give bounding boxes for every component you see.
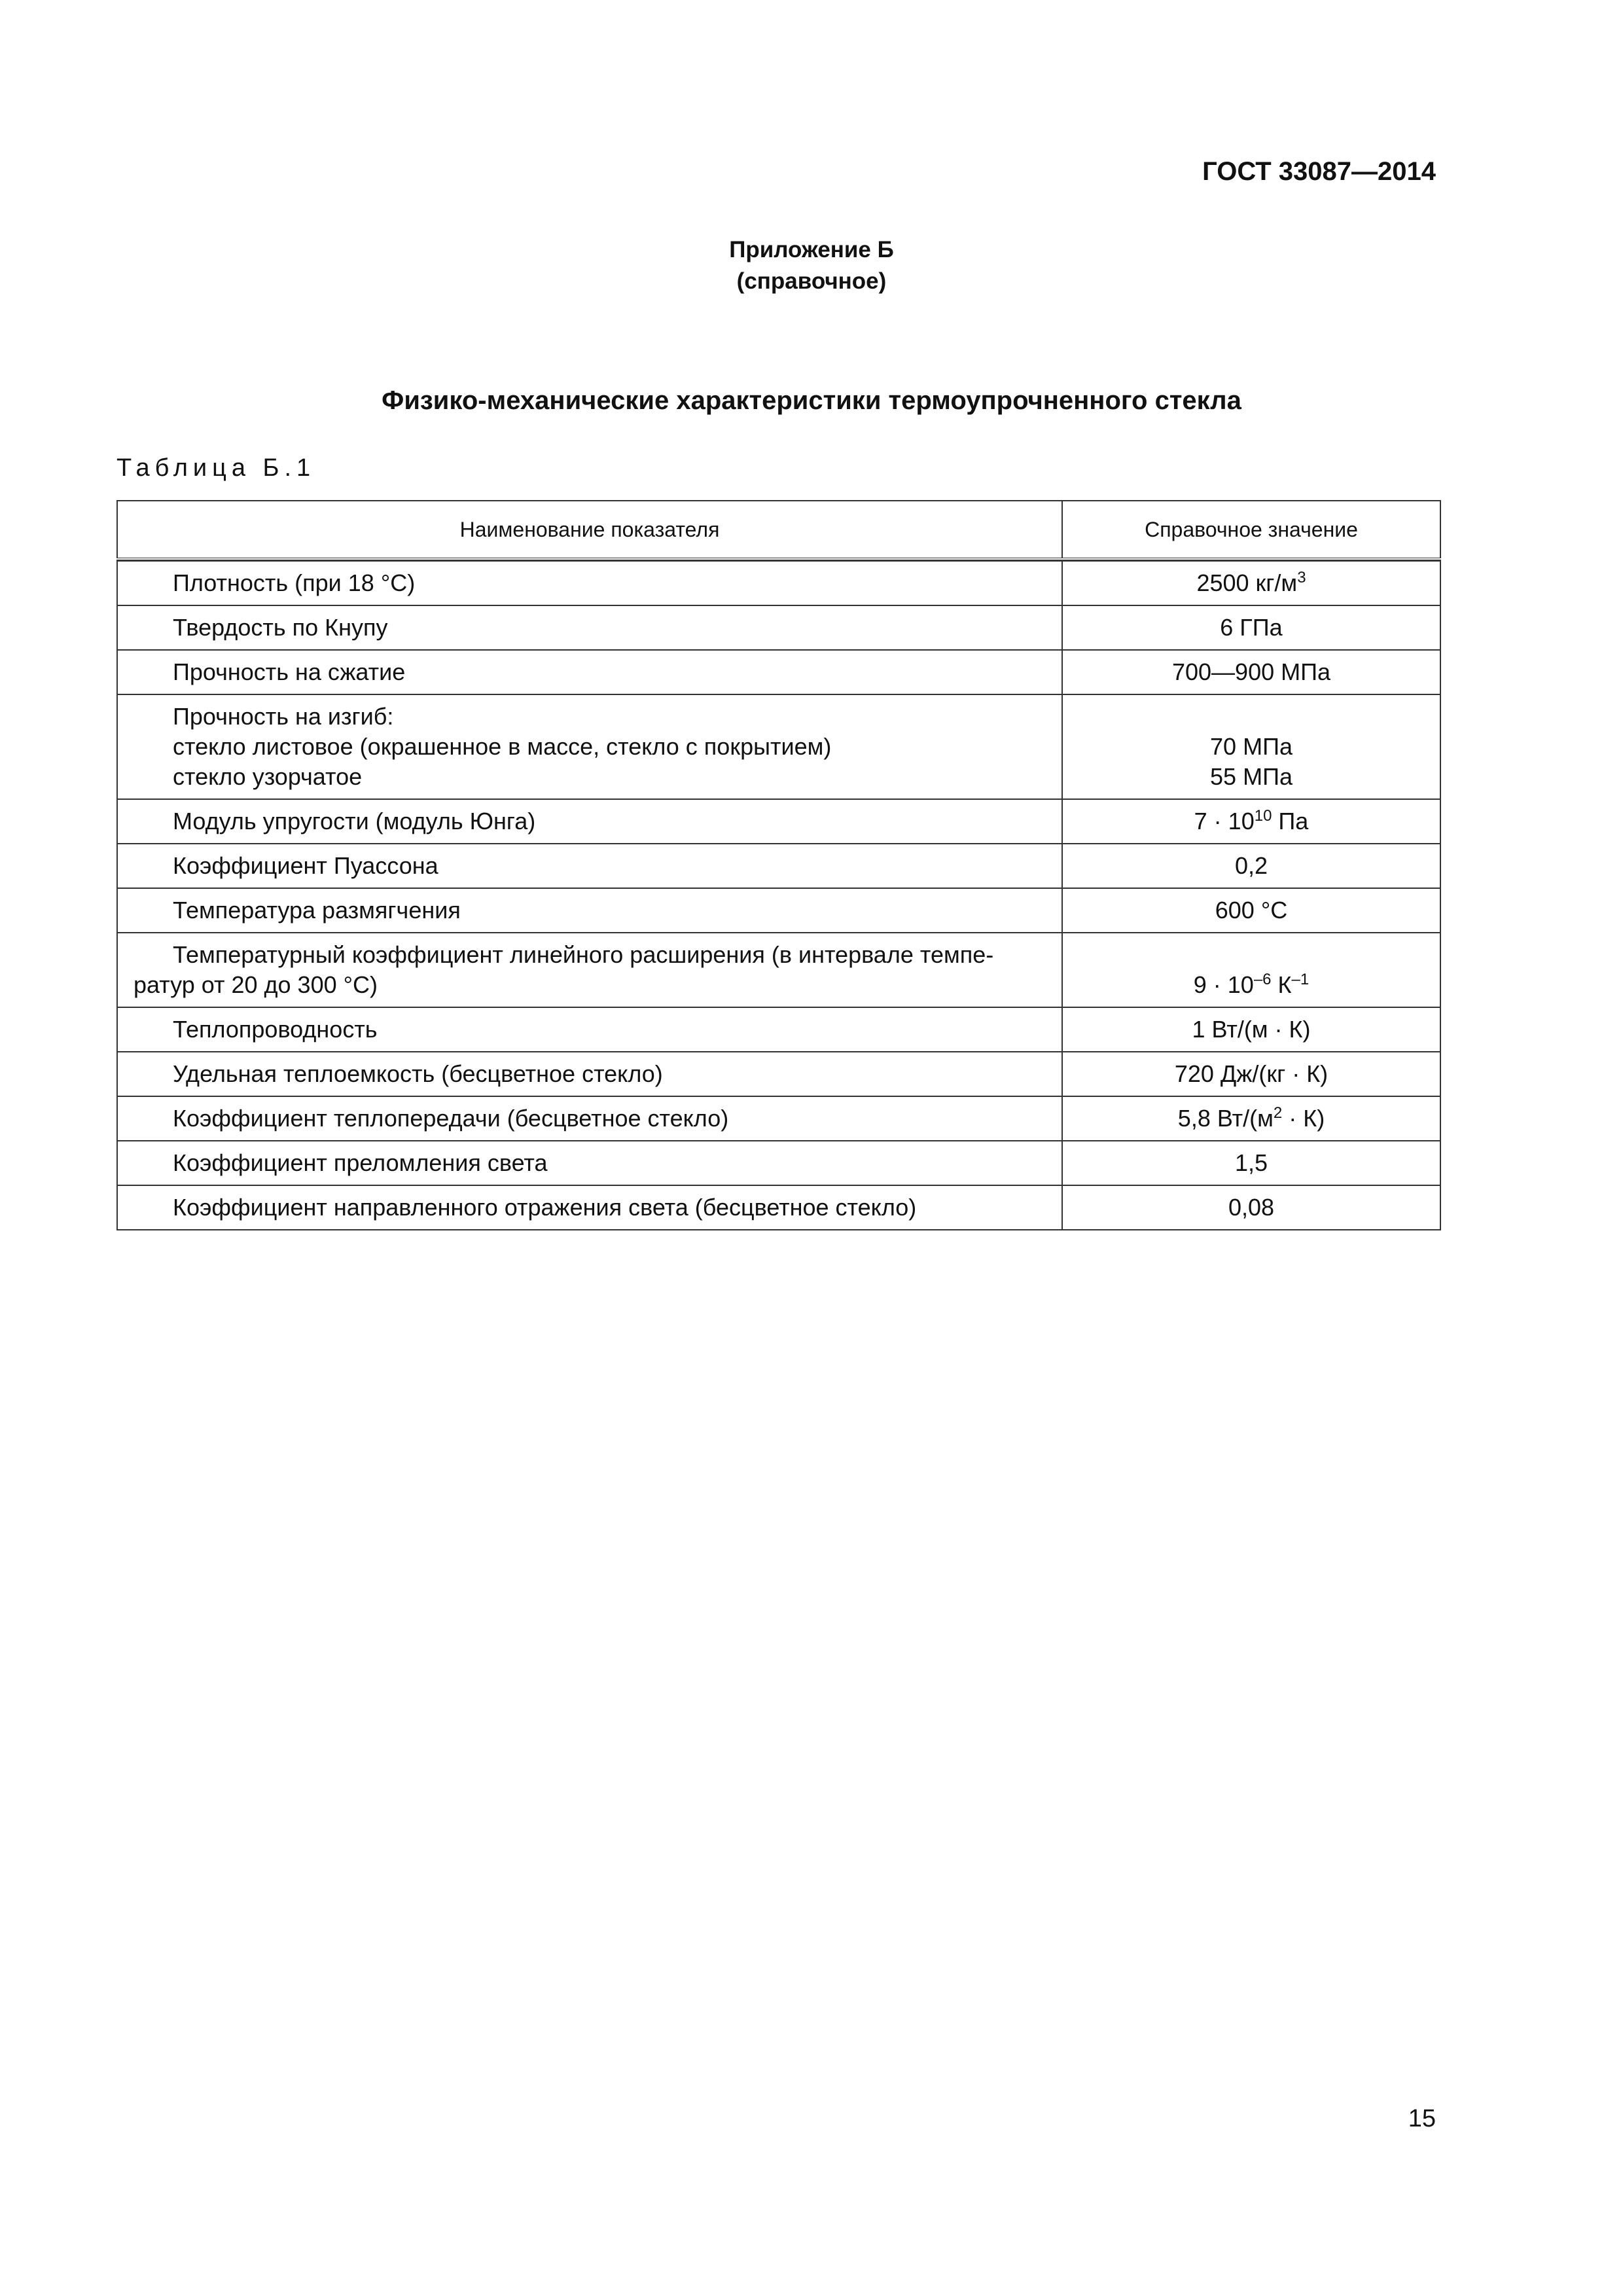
table-row bbox=[117, 1096, 1440, 1141]
page-title: Физико-механические характеристики термоупрочненного стекла bbox=[382, 386, 1241, 415]
row-value: 0,2 bbox=[1062, 844, 1440, 888]
table-row bbox=[117, 561, 1440, 605]
document-code: ГОСТ 33087—2014 bbox=[1202, 157, 1436, 186]
row-value: 1,5 bbox=[1062, 1141, 1440, 1185]
row-name: Модуль упругости (модуль Юнга) bbox=[117, 799, 1062, 844]
row-name: Коэффициент теплопередачи (бесцветное стекло) bbox=[117, 1096, 1062, 1141]
table-row bbox=[117, 694, 1440, 799]
row-name: Прочность на изгиб: стекло листовое (окрашенное в массе, стекло с покрытием) стекло узорчатое bbox=[117, 694, 1062, 799]
row-value: 700—900 МПа bbox=[1062, 650, 1440, 694]
column-header-name: Наименование показателя bbox=[117, 501, 1062, 559]
table-row bbox=[117, 844, 1440, 888]
table-row bbox=[117, 933, 1440, 1007]
row-name: Теплопроводность bbox=[117, 1007, 1062, 1052]
table-row bbox=[117, 605, 1440, 650]
row-name: Твердость по Кнупу bbox=[117, 605, 1062, 650]
row-subitem: стекло узорчатое bbox=[173, 763, 363, 790]
row-value: 0,08 bbox=[1062, 1185, 1440, 1230]
row-continuation: ратур от 20 до 300 °С) bbox=[134, 971, 378, 998]
row-name: Температурный коэффициент линейного расширения (в интервале темпе- ратур от 20 до 300 °С) bbox=[117, 933, 1062, 1007]
row-name: Коэффициент Пуассона bbox=[117, 844, 1062, 888]
column-header-value: Справочное значение bbox=[1062, 501, 1440, 559]
appendix-label: Приложение Б bbox=[729, 237, 894, 262]
appendix-heading bbox=[0, 234, 1623, 297]
table-row bbox=[117, 1185, 1440, 1230]
row-value: 70 МПа 55 МПа bbox=[1062, 694, 1440, 799]
table-row bbox=[117, 1141, 1440, 1185]
table-row bbox=[117, 1007, 1440, 1052]
table-header-row bbox=[117, 501, 1440, 559]
table-row bbox=[117, 650, 1440, 694]
row-name: Коэффициент преломления света bbox=[117, 1141, 1062, 1185]
row-value: 720 Дж/(кг · К) bbox=[1062, 1052, 1440, 1096]
table-row bbox=[117, 799, 1440, 844]
row-value: $7 \cdot 10^{10}$ Па bbox=[1062, 799, 1440, 844]
row-value: 2500 $кг/м^3$ bbox=[1062, 561, 1440, 605]
table-caption: Таблица Б.1 bbox=[116, 454, 316, 482]
row-value: 6 ГПа bbox=[1062, 605, 1440, 650]
row-value: $9 \cdot 10^{-6}$ $К^{-1}$ bbox=[1062, 933, 1440, 1007]
row-name: Прочность на сжатие bbox=[117, 650, 1062, 694]
row-value: 1 Вт/(м · К) bbox=[1062, 1007, 1440, 1052]
row-name: Плотность (при 18 °С) bbox=[117, 561, 1062, 605]
row-name: Коэффициент направленного отражения света (бесцветное стекло) bbox=[117, 1185, 1062, 1230]
page-number: 15 bbox=[1408, 2105, 1436, 2132]
row-name: Удельная теплоемкость (бесцветное стекло) bbox=[117, 1052, 1062, 1096]
appendix-type: (справочное) bbox=[736, 268, 887, 294]
row-name: Температура размягчения bbox=[117, 888, 1062, 933]
row-value: 600 °С bbox=[1062, 888, 1440, 933]
table-row bbox=[117, 888, 1440, 933]
table-row bbox=[117, 1052, 1440, 1096]
row-value: 5,8 $Вт/(м^2 \cdot К)$ bbox=[1062, 1096, 1440, 1141]
row-subitem: стекло листовое (окрашенное в массе, стекло с покрытием) bbox=[173, 733, 832, 760]
properties-table bbox=[116, 500, 1441, 1230]
